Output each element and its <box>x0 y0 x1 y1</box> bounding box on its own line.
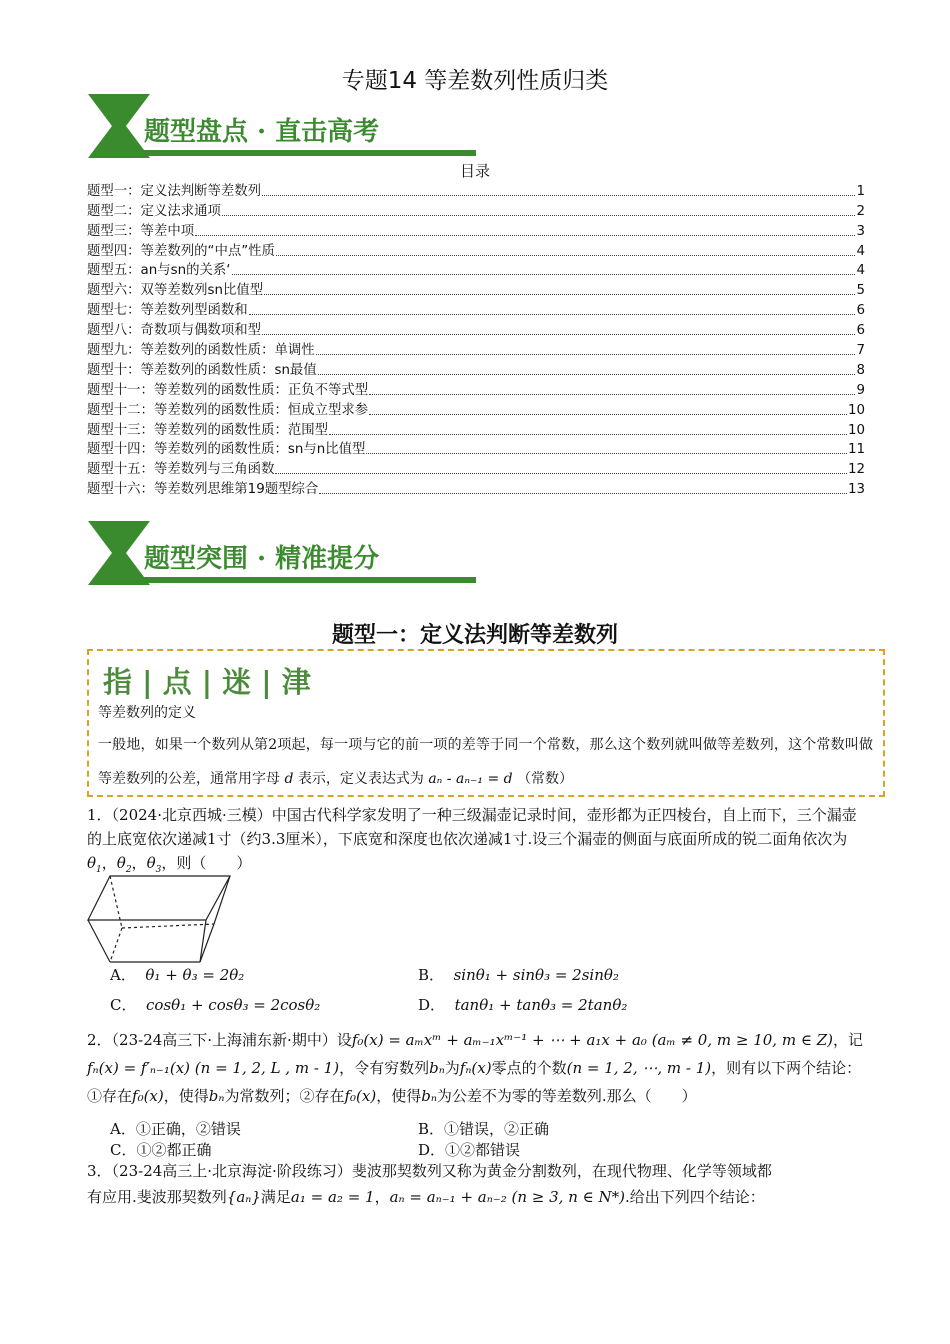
toc-entry-label: 题型十三：等差数列的函数性质：范围型 <box>87 422 329 438</box>
theta-1: $\theta_1$ <box>87 854 102 875</box>
banner-text-mid: 题型突围 · 精准提分 <box>144 544 380 574</box>
q1-option-d[interactable]: D． tanθ₁ + tanθ₃ = 2tanθ₂ <box>418 996 628 1014</box>
toc-heading: 目录 <box>459 162 490 180</box>
toc-leader-dots <box>222 214 856 216</box>
question-3 <box>87 1158 865 1210</box>
toc-entry-label: 题型十四：等差数列的函数性质：sn与n比值型 <box>87 442 366 458</box>
q3-line-1: 3．（23-24高三上·北京海淀·阶段练习）斐波那契数列又称为黄金分割数列，在现代物理、化学等领域都 <box>87 1162 772 1180</box>
q2-line-3: ①存在f₀(x)，使得bₙ为常数列；②存在f₀(x)，使得bₙ为公差不为零的等差数列.那么（ ） <box>87 1087 697 1105</box>
toc-leader-dots <box>318 373 856 375</box>
q1-option-a[interactable]: A． θ₁ + θ₃ = 2θ₂ <box>110 966 245 984</box>
question-1: 1．（2024·北京西城·三模）中国古代科学家发明了一种三级漏壶记录时间，壶形都为正四棱台，自上而下，三个漏壶的上底宽依次递减1寸（约3.3厘米），下底宽和深度也依次递减1寸.设三个漏壶的侧面与底面所成的锐二面角依次为$\theta_1$，$\theta_2$，$\theta_3$，则（ ） <box>87 806 857 875</box>
section-title: 题型一：定义法判断等差数列 <box>331 623 618 648</box>
tip-char: 迷 <box>222 665 254 699</box>
frustum-figure <box>86 872 232 968</box>
toc-entry-label: 题型十：等差数列的函数性质：sn最值 <box>87 362 317 378</box>
q2-line-2: fₙ(x) = f′ₙ₋₁(x) (n = 1, 2, L , m - 1)，令有穷数列bₙ为fₙ(x)零点的个数(n = 1, 2, ⋯, m - 1)，则有以下两个结论： <box>87 1059 862 1077</box>
toc-entry[interactable] <box>87 300 865 320</box>
toc-entry-page: 4 <box>856 263 865 279</box>
tip-definition-body <box>98 728 873 796</box>
toc-entry-page: 5 <box>856 283 865 299</box>
toc-leader-dots <box>366 452 847 454</box>
q2-polynomial: f₀(x) = aₘxᵐ + aₘ₋₁xᵐ⁻¹ + ⋯ + a₁x + a₀ <box>351 1031 647 1049</box>
tip-char: 津 <box>281 665 313 699</box>
toc-entry-page: 1 <box>856 183 865 199</box>
toc-entry-label: 题型十一：等差数列的函数性质：正负不等式型 <box>87 382 369 398</box>
toc-leader-dots <box>319 492 847 494</box>
toc-entry[interactable] <box>87 241 865 261</box>
toc-leader-dots <box>369 413 847 415</box>
toc-entry-page: 2 <box>856 203 865 219</box>
tip-body-text: 一般地，如果一个数列从第2项起，每一项与它的前一项的差等于同一个常数，那么这个数列就叫做等差数列，这个常数叫做等差数列的公差，通常用字母 <box>98 737 873 787</box>
toc-entry-label: 题型二：定义法求通项 <box>87 203 221 219</box>
toc-leader-dots <box>262 194 855 196</box>
toc-entry[interactable] <box>87 221 865 241</box>
q2-option-b[interactable]: B．①错误，②正确 <box>418 1120 550 1138</box>
toc-entry-label: 题型十五：等差数列与三角函数 <box>87 462 275 478</box>
toc-entry-page: 4 <box>856 243 865 259</box>
toc-entry-page: 10 <box>847 422 865 438</box>
tip-char: 指 <box>103 665 135 699</box>
toc-entry-page: 3 <box>856 223 865 239</box>
toc-entry-page: 13 <box>847 482 865 498</box>
theta-2: $\theta_2$ <box>116 854 132 875</box>
toc-entry-label: 题型六：双等差数列sn比值型 <box>87 283 264 299</box>
q3-line-2: 有应用.斐波那契数列{aₙ}满足a₁ = a₂ = 1，aₙ = aₙ₋₁ + aₙ₋₂ (n ≥ 3, n ∈ N*).给出下列四个结论： <box>87 1188 765 1206</box>
q2-option-a[interactable]: A．①正确，②错误 <box>110 1120 241 1138</box>
q2-condition: (aₘ ≠ 0, m ≥ 10, m ∈ Z) <box>651 1031 833 1049</box>
toc-entry[interactable] <box>87 340 865 360</box>
q2-option-c[interactable]: C．①②都正确 <box>110 1141 212 1159</box>
toc-entry-label: 题型八：奇数项与偶数项和型 <box>87 323 262 339</box>
toc-leader-dots <box>195 234 855 236</box>
question-2 <box>87 1026 865 1110</box>
toc-entry[interactable] <box>87 440 865 460</box>
banner-top <box>86 92 478 160</box>
toc-leader-dots <box>264 293 855 295</box>
banner-graphic-top <box>86 92 478 160</box>
q1-option-b[interactable]: B． sinθ₁ + sinθ₃ = 2sinθ₂ <box>418 966 619 984</box>
toc-leader-dots <box>249 313 856 315</box>
question-number: 1． <box>87 806 112 824</box>
toc-entry[interactable] <box>87 280 865 300</box>
question-text: （2024·北京西城·三模）中国古代科学家发明了一种三级漏壶记录时间，壶形都为正四棱台，自上而下，三个漏壶的上底宽依次递减1寸（约3.3厘米），下底宽和深度也依次递减1寸.设三个漏壶的侧面与底面所成的锐二面角依次为 <box>87 806 857 848</box>
tip-definition-title: 等差数列的定义 <box>98 705 196 721</box>
toc-leader-dots <box>275 472 846 474</box>
theta-3: $\theta_3$ <box>146 854 162 875</box>
tip-body-text: 表示，定义表达式为 <box>297 771 424 787</box>
toc-entry-label: 题型九：等差数列的函数性质：单调性 <box>87 343 315 359</box>
toc-entry[interactable] <box>87 201 865 221</box>
toc-entry[interactable] <box>87 181 865 201</box>
toc-entry-page: 11 <box>847 442 865 458</box>
toc-entry[interactable] <box>87 459 865 479</box>
toc-entry-page: 7 <box>856 343 865 359</box>
toc-entry-page: 10 <box>847 402 865 418</box>
toc-entry[interactable] <box>87 479 865 499</box>
toc-entry[interactable] <box>87 360 865 380</box>
toc-entry-label: 题型一：定义法判断等差数列 <box>87 183 262 199</box>
toc-entry[interactable] <box>87 380 865 400</box>
toc-entry-page: 12 <box>847 462 865 478</box>
banner-mid <box>86 519 478 587</box>
toc-leader-dots <box>262 333 855 335</box>
toc-entry-page: 9 <box>856 382 865 398</box>
q2-line-1: 2．（23-24高三下·上海浦东新·期中）设f₀(x) = aₘxᵐ + aₘ₋₁xᵐ⁻¹ + ⋯ + a₁x + a₀ (aₘ ≠ 0, m ≥ 10, m ∈ Z)，记 <box>87 1031 863 1049</box>
toc-leader-dots <box>369 393 855 395</box>
toc-entry-label: 题型五：an与sn的关系‘ <box>87 263 231 279</box>
toc-entry[interactable] <box>87 400 865 420</box>
toc-leader-dots <box>316 353 856 355</box>
toc-entry-label: 题型四：等差数列的“中点”性质 <box>87 243 275 259</box>
question-text: ，则（ ） <box>161 854 252 872</box>
toc-leader-dots <box>329 433 847 435</box>
document-title: 专题14 等差数列性质归类 <box>341 68 609 94</box>
toc-entry-label: 题型十六：等差数列思维第19题型综合 <box>87 482 319 498</box>
tip-body-text: （常数） <box>517 771 574 787</box>
toc-entry[interactable] <box>87 261 865 281</box>
toc-entry-page: 6 <box>856 303 865 319</box>
q2-derivative-def: fₙ(x) = f′ₙ₋₁(x) (n = 1, 2, L , m - 1) <box>87 1059 340 1077</box>
toc-entry-label: 题型七：等差数列型函数和 <box>87 303 248 319</box>
toc-entry-label: 题型三：等差中项 <box>87 223 195 239</box>
toc-entry-label: 题型十二：等差数列的函数性质：恒成立型求参 <box>87 402 369 418</box>
q2-option-d[interactable]: D．①②都错误 <box>418 1141 521 1159</box>
tip-heading: 指 | 点 | 迷 | 津 <box>103 665 313 699</box>
banner-graphic-mid <box>86 519 478 587</box>
toc-entry-page: 8 <box>856 362 865 378</box>
tip-char: 点 <box>162 665 194 699</box>
toc-entry-page: 6 <box>856 323 865 339</box>
toc-entry[interactable] <box>87 420 865 440</box>
toc-entry[interactable] <box>87 320 865 340</box>
q1-option-c[interactable]: C． cosθ₁ + cosθ₃ = 2cosθ₂ <box>110 996 321 1014</box>
table-of-contents <box>87 181 865 499</box>
banner-text-top: 题型盘点 · 直击高考 <box>144 117 380 147</box>
tip-symbol-d: d <box>284 771 294 787</box>
toc-leader-dots <box>232 273 856 275</box>
toc-leader-dots <box>276 254 856 256</box>
tip-formula: aₙ - aₙ₋₁ = d <box>428 771 513 787</box>
